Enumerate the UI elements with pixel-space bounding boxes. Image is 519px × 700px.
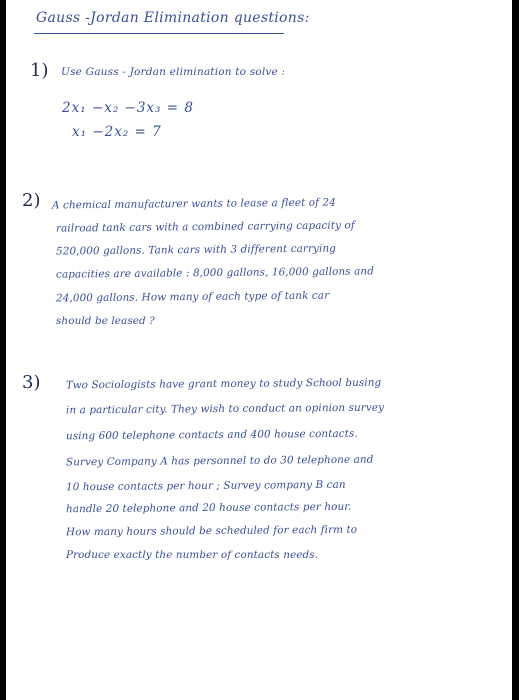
- question-2-line: should be leased ?: [56, 315, 155, 327]
- question-2-number: 2): [22, 190, 41, 211]
- question-3-line: How many hours should be scheduled for each firm to: [65, 523, 358, 539]
- title-underline: [34, 33, 284, 34]
- question-1-number: 1): [30, 60, 49, 81]
- question-3-line: Two Sociologists have grant money to study School busing: [65, 376, 382, 392]
- question-3-line: Survey Company A has personnel to do 30 telephone and: [65, 453, 374, 469]
- question-2-line: capacities are available : 8,000 gallons, 16,000 gallons and: [55, 265, 374, 281]
- question-1-equation-2: x₁ −2x₂ = 7: [72, 124, 162, 140]
- question-3-line: using 600 telephone contacts and 400 house contacts.: [65, 427, 358, 443]
- question-1-equation-1: 2x₁ −x₂ −3x₃ = 8: [62, 100, 194, 116]
- question-2-line: 520,000 gallons. Tank cars with 3 different carrying: [55, 242, 337, 258]
- question-3-line: Produce exactly the number of contacts needs.: [66, 549, 319, 561]
- question-2-line: 24,000 gallons. How many of each type of tank car: [55, 289, 330, 305]
- question-3-number: 3): [22, 372, 41, 393]
- question-3-line: in a particular city. They wish to conduct an opinion survey: [65, 401, 385, 417]
- page-title: Gauss -Jordan Elimination questions:: [36, 10, 310, 26]
- question-2-line: A chemical manufacturer wants to lease a fleet of 24: [51, 196, 336, 212]
- question-1-prompt: Use Gauss - Jordan elimination to solve :: [61, 66, 286, 78]
- question-3-line: 10 house contacts per hour ; Survey company B can: [65, 478, 346, 494]
- question-2-line: railroad tank cars with a combined carrying capacity of: [55, 219, 355, 235]
- question-3-line: handle 20 telephone and 20 house contacts per hour.: [65, 500, 352, 516]
- document-page: [6, 0, 512, 700]
